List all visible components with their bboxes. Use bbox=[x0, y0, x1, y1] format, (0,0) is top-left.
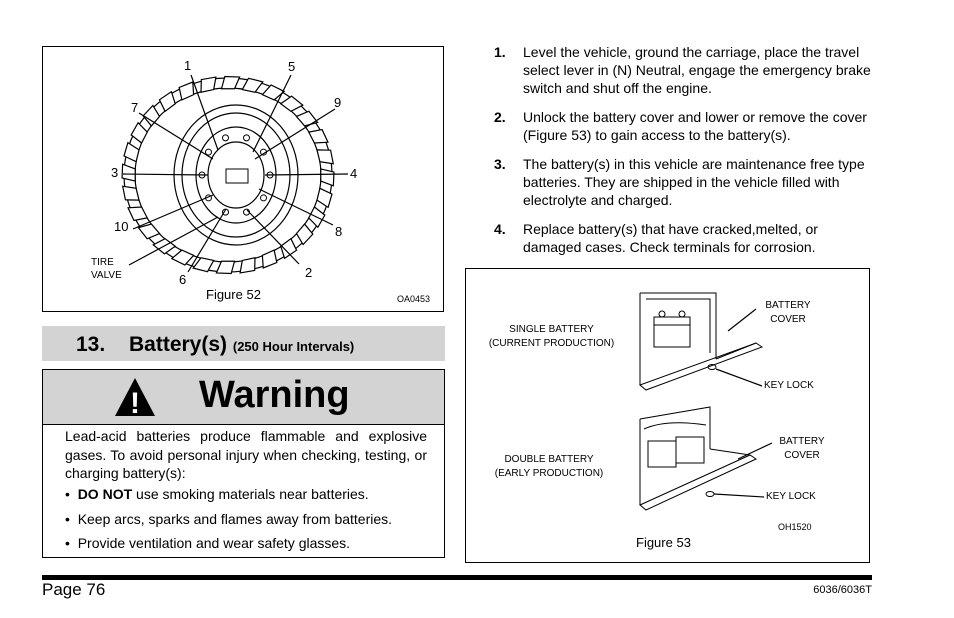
warning-bullet-3: • Provide ventilation and wear safety glasses. bbox=[65, 535, 351, 551]
warning-box bbox=[42, 369, 445, 558]
callout-7: 7 bbox=[131, 100, 139, 115]
callout-1: 1 bbox=[184, 58, 192, 73]
figure-53-caption: Figure 53 bbox=[636, 535, 691, 550]
callout-6: 6 bbox=[179, 272, 187, 287]
tread-lug bbox=[309, 130, 328, 143]
step-1-text: Level the vehicle, ground the carriage, place the travel select lever in (N) Neutral, engage the emergency brake switch and shut off the engine. bbox=[523, 44, 871, 96]
tread-lug bbox=[124, 143, 139, 162]
tread-lug bbox=[172, 250, 194, 265]
step-3-text: The battery(s) in this vehicle are maintenance free type batteries. They are shipped in the vehicle filled with electrolyte and charged. bbox=[523, 156, 865, 208]
tread-lug bbox=[317, 150, 333, 164]
bullet-3-text: Provide ventilation and wear safety glasses. bbox=[77, 535, 351, 551]
section-title bbox=[129, 333, 354, 357]
wheel-bolt bbox=[261, 195, 267, 201]
battery-cover-label-1-line2: COVER bbox=[770, 314, 806, 325]
tread-lug bbox=[242, 78, 262, 92]
page-number: Page 76 bbox=[42, 580, 106, 599]
figure-53-code: OH1520 bbox=[778, 522, 812, 532]
step-1-number: 1. bbox=[494, 44, 506, 60]
model-number: 6036/6036T bbox=[813, 584, 872, 596]
callout-4: 4 bbox=[350, 166, 358, 181]
tread-lug bbox=[240, 258, 255, 273]
section-heading bbox=[42, 326, 445, 361]
single-battery-label-line1: SINGLE BATTERY bbox=[509, 324, 594, 335]
step-3-number: 3. bbox=[494, 156, 506, 172]
figure-53 bbox=[465, 268, 870, 563]
tire-valve-label-line2: VALVE bbox=[91, 270, 122, 281]
bullet-1-text: use smoking materials near batteries. bbox=[132, 486, 369, 502]
tread-lug bbox=[159, 92, 175, 112]
section-title-text: Battery(s) bbox=[129, 333, 228, 356]
tread-lug bbox=[281, 239, 297, 259]
tread-lug bbox=[122, 164, 135, 181]
key-lock-label-2: KEY LOCK bbox=[766, 491, 816, 502]
warning-triangle-icon bbox=[113, 376, 157, 418]
tread-lug bbox=[201, 77, 216, 92]
bullet-2-text: Keep arcs, sparks and flames away from batteries. bbox=[77, 511, 393, 527]
section-number: 13. bbox=[76, 333, 106, 356]
figure-52-code: OA0453 bbox=[397, 294, 431, 304]
tread-lug bbox=[296, 224, 312, 244]
tread-lug bbox=[281, 96, 303, 111]
callout-2: 2 bbox=[305, 265, 313, 280]
tread-lug bbox=[317, 188, 332, 207]
single-battery-label-line2: (CURRENT PRODUCTION) bbox=[488, 338, 615, 349]
figure-52 bbox=[42, 46, 444, 312]
step-2-text: Unlock the battery cover and lower or remove the cover (Figure 53) to gain access to the battery(s). bbox=[523, 109, 867, 143]
callout-9: 9 bbox=[334, 95, 342, 110]
tread-lug bbox=[138, 224, 159, 239]
bullet-1-bold: DO NOT bbox=[77, 486, 133, 502]
warning-title: Warning bbox=[199, 374, 350, 416]
tread-lug bbox=[179, 82, 193, 100]
tread-lug bbox=[296, 111, 317, 126]
footer-rule bbox=[42, 575, 872, 580]
battery-cover-label-2-line2: COVER bbox=[784, 450, 820, 461]
tread-lug bbox=[216, 261, 234, 273]
step-4-text: Replace battery(s) that have cracked,melted, or damaged cases. Check terminals for corrosion. bbox=[523, 221, 818, 255]
key-lock-label-1: KEY LOCK bbox=[764, 380, 814, 391]
svg-text:!: ! bbox=[130, 387, 140, 418]
section-subtitle: (250 Hour Intervals) bbox=[232, 339, 355, 354]
callout-3: 3 bbox=[111, 165, 119, 180]
battery-cover-label-2-line1: BATTERY bbox=[779, 436, 825, 447]
double-battery-label-line1: DOUBLE BATTERY bbox=[504, 454, 594, 465]
step-4-number: 4. bbox=[494, 221, 506, 237]
tread-lug bbox=[123, 186, 139, 200]
double-battery-label-line2: (EARLY PRODUCTION) bbox=[494, 468, 604, 479]
warning-body: Lead-acid batteries produce flammable and explosive gases. To avoid personal injury when checking, testing, or charging battery(s): bbox=[65, 428, 427, 481]
step-2-number: 2. bbox=[494, 109, 506, 125]
warning-bullet-1: • DO NOT use smoking materials near batteries. bbox=[65, 486, 369, 502]
wheel-bolt bbox=[205, 149, 211, 155]
wheel-bolt bbox=[222, 135, 228, 141]
callout-8: 8 bbox=[335, 224, 343, 239]
tread-lug bbox=[143, 105, 159, 125]
tread-lug bbox=[262, 85, 284, 100]
figure-52-caption: Figure 52 bbox=[206, 287, 261, 302]
wheel-bolt bbox=[244, 135, 250, 141]
tread-lug bbox=[128, 207, 147, 220]
callout-10: 10 bbox=[114, 219, 129, 234]
tread-lug bbox=[131, 123, 147, 143]
warning-header bbox=[43, 370, 444, 425]
tire-valve-label-line1: TIRE bbox=[91, 257, 114, 268]
battery-cover-label-1-line1: BATTERY bbox=[765, 300, 811, 311]
tread-lug bbox=[321, 169, 334, 186]
warning-bullet-2: • Keep arcs, sparks and flames away from batteries. bbox=[65, 511, 393, 527]
tread-lug bbox=[221, 76, 239, 88]
tread-lug bbox=[262, 250, 276, 268]
tread-lug bbox=[193, 258, 213, 272]
callout-5: 5 bbox=[288, 59, 296, 74]
